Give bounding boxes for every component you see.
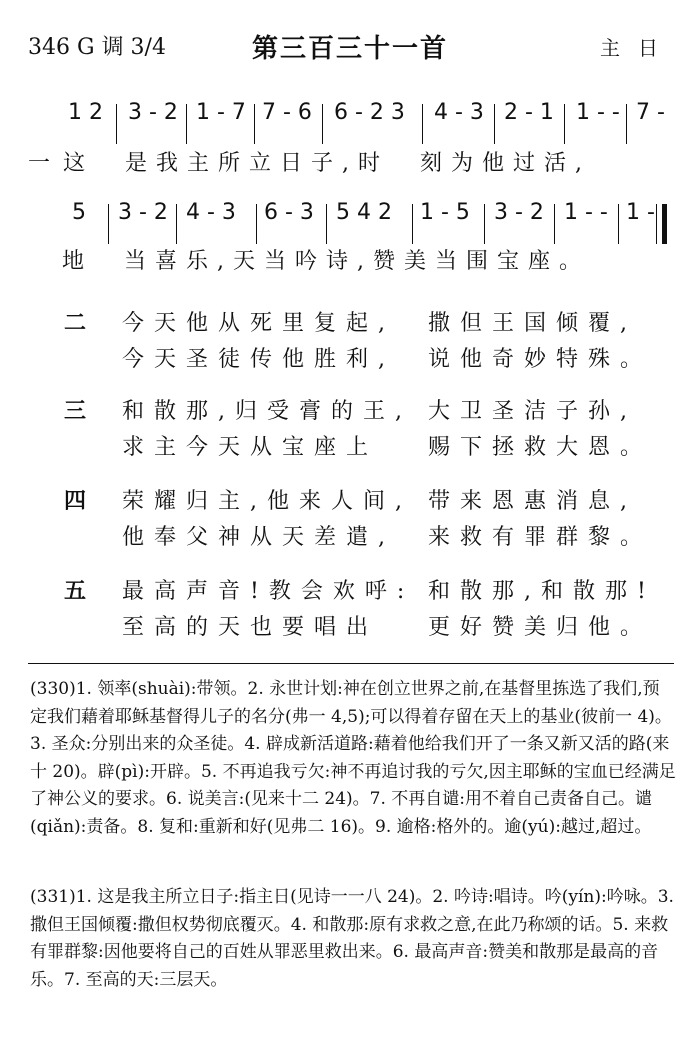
barline: [626, 104, 627, 144]
verse-line: 荣耀归主,他来人间,: [122, 489, 412, 514]
final-barline: [662, 204, 667, 244]
note-cell: 1 - 7: [196, 100, 246, 125]
lyrics-line-2: 地 当喜乐,天当吟诗,赞美当围宝座。: [62, 249, 590, 274]
footnote-331: (331)1. 这是我主所立日子:指主日(见诗一一八 24)。2. 吟诗:唱诗。吟(yín):吟咏。3. 撒但王国倾覆:撒但权势彻底覆灭。4. 和散那:原有求救之意,在此乃称颂的话。5. 来救有罪群黎:因他要将自己的百姓从罪恶里救出来。6. 最高声音:赞美和散那是最高的音乐。7. 至高的天:三层天。: [30, 887, 674, 990]
verse-number: 一: [28, 151, 51, 176]
footnote-divider: [28, 663, 674, 664]
verse-line: 他奉父神从天差遣,: [122, 525, 395, 550]
note-cell: 7 -: [636, 100, 665, 125]
note-cell: 6 - 2 3: [334, 100, 405, 125]
verse-line: 和散那,归受膏的王,: [122, 399, 412, 424]
note-cell: 5 4 2: [336, 200, 392, 225]
verse-line: 大卫圣洁子孙,: [428, 399, 637, 424]
note-cell: 1 - -: [564, 200, 608, 225]
verse-line: 求主今天从宝座上: [122, 435, 379, 460]
verse-line: 至高的天也要唱出: [122, 615, 379, 640]
barline: [254, 104, 255, 144]
note-cell: 4 - 3: [434, 100, 484, 125]
verse-line: 说他奇妙特殊。: [428, 347, 653, 372]
barline: [554, 204, 555, 244]
verse-line: 带来恩惠消息,: [428, 489, 637, 514]
barline: [326, 204, 327, 244]
barline: [494, 104, 495, 144]
note-cell: 7 - 6: [262, 100, 312, 125]
verse-line: 今天圣徒传他胜利,: [122, 347, 395, 372]
verse-line: 撒但王国倾覆,: [428, 311, 637, 336]
barline: [322, 104, 323, 144]
note-cell: 3 - 2: [128, 100, 178, 125]
verse-line: 最高声音!教会欢呼:: [122, 579, 415, 604]
note-cell: 1 - -: [576, 100, 620, 125]
note-cell: 5: [72, 200, 86, 225]
key-time-signature: G 调 3/4: [77, 35, 166, 60]
verse-number: 二: [64, 310, 87, 336]
barline: [116, 104, 117, 144]
note-cell: 1 2: [68, 100, 103, 125]
note-cell: 3 - 2: [494, 200, 544, 225]
verse-number: 五: [64, 578, 87, 604]
verse-number: 三: [64, 398, 87, 424]
verse-line: 来救有罪群黎。: [428, 525, 653, 550]
barline: [186, 104, 187, 144]
barline: [108, 204, 109, 244]
lyrics-line-1: [28, 146, 591, 177]
verse-line: 更好赞美归他。: [428, 615, 653, 640]
note-cell: 4 - 3: [186, 200, 236, 225]
hymn-title: 第三百三十一首: [251, 34, 448, 64]
footnote-330: (330)1. 领率(shuài):带领。2. 永世计划:神在创立世界之前,在基督里拣选了我们,预定我们藉着耶稣基督得儿子的名分(弗一 4,5);可以得着存留在天上的基业(彼前一 4)。3. 圣众:分别出来的众圣徒。4. 辟成新活道路:藉着他给我们开了一条又新又活的路(来十 20)。辟(pì):开辟。5. 不再追我亏欠:神不再追讨我的亏欠,因主耶稣的宝血已经满足了神公义的要求。6. 说美言:(见来十二 24)。7. 不再自谴:用不着自己责备自己。谴(qiǎn):责备。8. 复和:重新和好(见弗二 16)。9. 逾格:格外的。逾(yú):越过,超过。: [30, 679, 676, 837]
barline: [656, 204, 657, 244]
barline: [618, 204, 619, 244]
barline: [564, 104, 565, 144]
note-cell: 6 - 3: [264, 200, 314, 225]
lyrics-text: 这 是我主所立日子,时 刻为他过活,: [63, 151, 592, 176]
barline: [412, 204, 413, 244]
barline: [422, 104, 423, 144]
note-cell: 1 - 5: [420, 200, 470, 225]
verse-number: 四: [64, 488, 87, 514]
note-cell: 1 -: [626, 200, 655, 225]
verse-line: 赐下拯救大恩。: [428, 435, 653, 460]
barline: [256, 204, 257, 244]
hymn-number-value: 346: [28, 35, 70, 60]
verse-line: 今天他从死里复起,: [122, 311, 395, 336]
barline: [484, 204, 485, 244]
verse-line: 和散那,和散那!: [428, 579, 656, 604]
barline: [176, 204, 177, 244]
hymn-category: 主日: [600, 36, 676, 60]
note-cell: 2 - 1: [504, 100, 554, 125]
note-cell: 3 - 2: [118, 200, 168, 225]
